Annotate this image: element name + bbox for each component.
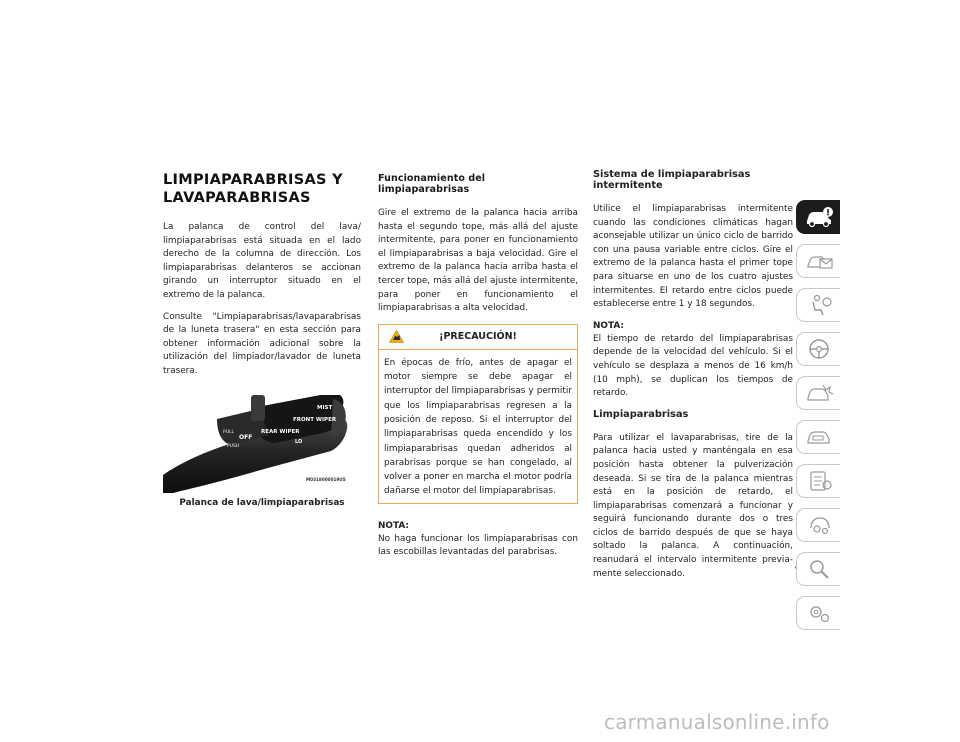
figure-label-mist: MIST (317, 404, 333, 411)
caution-text: En épocas de frío, antes de apagar el motor siempre se debe apagar el interruptor del limpiaparabrisas y permitir que los limpiaparabrisas regresen a la posición de reposo. Si el interruptor del limpiaparabrisas queda encendido y los limpiaparabrisas quedan adheridos al parabrisas porque se han congelado, al volver a poner en marcha el motor podría dañarse el motor del limpiaparabrisas. (384, 357, 572, 497)
tab-index[interactable] (796, 596, 840, 630)
middle-column (378, 168, 578, 568)
tab-specifications[interactable] (796, 464, 840, 498)
tab-safety[interactable] (796, 288, 840, 322)
airbag-seat-icon (805, 294, 835, 316)
note-label: NOTA: (378, 520, 409, 531)
gears-index-icon (805, 602, 835, 624)
car-message-icon (805, 250, 835, 272)
car-info-icon (805, 206, 835, 228)
caution-warning-icon (389, 330, 404, 343)
wiper-lever-illustration (163, 395, 349, 493)
chapter-tabs (796, 200, 840, 640)
section-title: LIMPIAPARABRISAS Y LAVAPARABRISAS (163, 172, 343, 206)
intermittent-heading: Sistema de limpiaparabrisas intermitente (593, 169, 751, 191)
figure-code: M0318000019US (306, 476, 346, 482)
wiper-operation-heading: Funcionamiento del limpiaparabrisas (378, 173, 486, 195)
figure-caption: Palanca de lava/limpiaparabrisas (179, 497, 345, 508)
caution-box (378, 324, 578, 504)
note-text: No haga funcionar los limpiaparabrisas con las escobillas levantadas del parabrisas. (378, 533, 578, 558)
wiper-lever-figure (163, 395, 349, 493)
checklist-icon (805, 470, 835, 492)
tab-multimedia[interactable] (796, 508, 840, 542)
tab-service[interactable] (796, 420, 840, 454)
reference-paragraph: Consulte "Limpiaparabrisas/lavaparabrisas de la luneta trasera" en esta sección para obtener información adicional sobre la utilización del limpiador/lavador de luneta trasera. (163, 311, 361, 376)
tab-driving[interactable] (796, 332, 840, 366)
figure-label-front-wiper: FRONT WIPER (293, 416, 337, 423)
figure-label-pull: PULL (223, 429, 235, 435)
wiper-operation-paragraph: Gire el extremo de la palanca hacia arriba hasta el segundo tope, más allá del ajuste intermitente, para poner en funcionamiento el limpiaparabrisas a baja velocidad. Gire el extremo de la palanca hacia arriba hasta el tercer tope, más allá del ajuste intermitente, para poner en funcionamiento el limpiaparabrisas a alta velocidad. (378, 208, 578, 314)
intermittent-paragraph: Utilice el limpiaparabrisas intermitente cuando las condiciones climáticas hagan aconsejable utilizar un único ciclo de barrido con una pausa variable entre ciclos. Gire el extremo de la palanca hasta el primer tope para situarse en uno de los cuatro ajustes intermitentes. El retardo entre ciclos puede establecerse entre 1 y 18 segundos. (593, 204, 793, 310)
tab-messages[interactable] (796, 244, 840, 278)
tab-emergency[interactable] (796, 376, 840, 410)
washer-heading: Limpiaparabrisas (593, 408, 689, 420)
caution-title: ¡PRECAUCIÓN! (439, 331, 517, 343)
audio-multimedia-icon (805, 514, 835, 536)
figure-label-push: PUSH (227, 443, 240, 449)
intro-paragraph: La palanca de control del lava/ limpiaparabrisas está situada en el lado derecho de la columna de dirección. Los limpiaparabrisas delanteros se accionan girando un interruptor situado en el extremo de la palanca. (163, 222, 361, 300)
caution-header (379, 325, 577, 350)
search-icon (805, 558, 835, 580)
car-service-icon (805, 426, 835, 448)
note-label-right: NOTA: (593, 320, 624, 331)
tab-search[interactable] (796, 552, 840, 586)
right-column (593, 168, 793, 589)
figure-label-lo: LO (295, 438, 303, 445)
note-text-right: El tiempo de retardo del limpiaparabrisas depende de la velocidad del vehículo. Si el vehículo se desplaza a menos de 16 km/h (10 mph), se duplican los tiempos de retardo. (593, 333, 793, 399)
figure-label-off: OFF (239, 433, 253, 441)
car-crash-icon (805, 382, 835, 404)
figure-label-rear-wiper: REAR WIPER (261, 428, 300, 435)
tab-car-info[interactable] (796, 200, 840, 234)
caution-body (379, 350, 577, 503)
watermark: carmanualsonline.info (604, 710, 830, 734)
steering-wheel-icon (805, 338, 835, 360)
left-column (163, 168, 361, 508)
washer-paragraph: Para utilizar el lavaparabrisas, tire de la palanca hacia usted y manténgala en esa posición hasta obtener la pulverización deseada. Si se tira de la palanca mientras está en la posición de retardo, el limpiaparabrisas comenzará a funcionar y seguirá funcionando durante dos o tres ciclos de barrido después de que se haya soltado la palanca. A continuación, reanudará el intervalo intermitente previa- mente seleccionado. (593, 432, 793, 579)
